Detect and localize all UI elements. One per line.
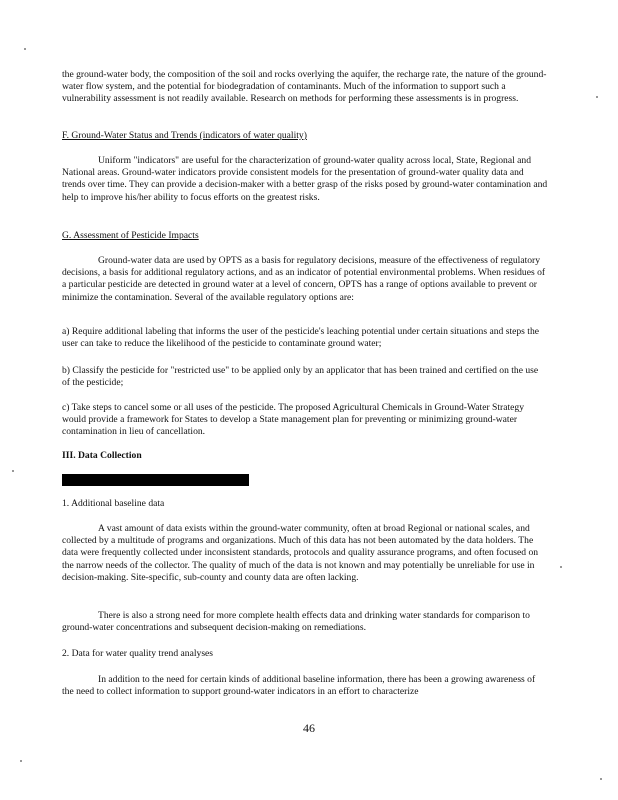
page-number: 46 bbox=[303, 721, 315, 735]
scan-speck bbox=[596, 96, 598, 98]
scan-speck bbox=[560, 566, 562, 568]
scan-speck bbox=[20, 760, 22, 762]
section-heading-iii: III. Data Collection bbox=[62, 450, 142, 461]
option-c-paragraph: c) Take steps to cancel some or all uses of the pesticide. The proposed Agricultural Chemicals in Ground-Water Strategy would provide a framework for States to develop a State management plan for preventing or minimizing ground-water contamination in lieu of cancellation. bbox=[62, 402, 525, 438]
paragraph-1: A vast amount of data exists within the ground-water community, often at broad Regional or national scales, and collected by a multitude of programs and organizations. Much of this data has not been automated by the data holders. The data were frequently collected under inconsistent standards, protocols and quality assurance programs, and often focused on the narrow needs of the collector. The quality of much of the data is not known and may potentially be unreliable for use in decision-making. Site-specific, sub-county and county data are often lacking. bbox=[62, 523, 539, 583]
option-b-paragraph: b) Classify the pesticide for "restricted use" to be applied only by an applicator that has been trained and certified on the use of the pesticide; bbox=[62, 365, 539, 389]
paragraph-f: Uniform "indicators" are useful for the characterization of ground-water quality across local, State, Regional and National areas. Ground-water indicators provide consistent models for the presentation of ground-water quality data and trends over time. They can provide a decision-maker with a better grasp of the risks posed by ground-water contamination and help to improve his/her ability to focus efforts on the greatest risks. bbox=[62, 155, 548, 203]
scan-speck bbox=[24, 48, 26, 50]
section-heading-g: G. Assessment of Pesticide Impacts bbox=[62, 230, 199, 241]
intro-paragraph: the ground-water body, the composition of the soil and rocks overlying the aquifer, the recharge rate, the nature of the ground-water flow system, and the potential for biodegradation of contaminants. Much of the information to support such a vulnerability assessment is not readily available. Research on methods for performing these assessments is in progress. bbox=[62, 69, 547, 105]
subheading-2: 2. Data for water quality trend analyses bbox=[62, 648, 214, 659]
option-a-paragraph: a) Require additional labeling that informs the user of the pesticide's leaching potential under certain situations and steps the user can take to reduce the likelihood of the pesticide to contaminate ground water; bbox=[62, 326, 540, 350]
paragraph-g: Ground-water data are used by OPTS as a basis for regulatory decisions, measure of the effectiveness of regulatory decisions, a basis for additional regulatory actions, and as an indicator of potential environmental problems. When residues of a particular pesticide are detected in ground water at a level of concern, OPTS has a range of options available to prevent or minimize the contamination. Several of the available regulatory options are: bbox=[62, 255, 546, 303]
redaction-bar bbox=[62, 474, 249, 486]
paragraph-3: In addition to the need for certain kinds of additional baseline information, there has been a growing awareness of the need to collect information to support ground-water indicators in an effort to characterize bbox=[62, 674, 536, 698]
paragraph-2: There is also a strong need for more complete health effects data and drinking water standards for comparison to ground-water concentrations and subsequent decision-making on remediations. bbox=[62, 610, 530, 634]
scan-speck bbox=[12, 470, 14, 472]
scan-speck bbox=[600, 778, 602, 780]
section-heading-f: F. Ground-Water Status and Trends (indicators of water quality) bbox=[62, 130, 307, 141]
subheading-1: 1. Additional baseline data bbox=[62, 498, 165, 509]
